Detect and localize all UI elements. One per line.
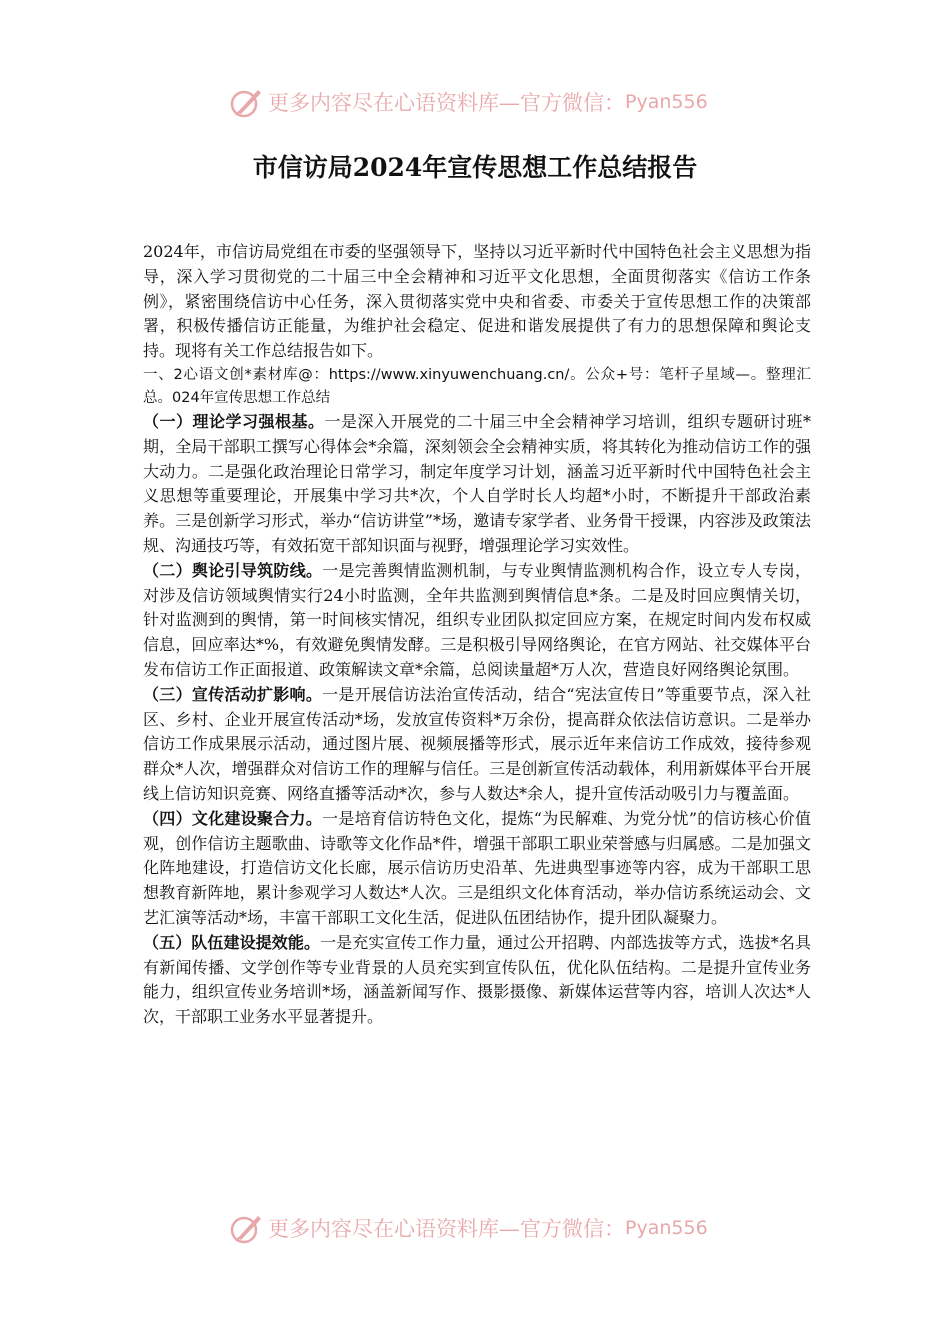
watermark-handle: Pyan556 [625,1217,708,1239]
document-title: 市信访局2024年宣传思想工作总结报告 [252,153,698,182]
section-heading: （一）理论学习强根基。 [143,411,325,431]
section-paragraph [143,410,811,559]
section-paragraph [143,807,811,931]
section-text: 一是充实宣传工作力量，通过公开招聘、内部选拔等方式，选拔*名具有新闻传播、文学创作等专业背景的人员充实到宣传队伍，优化队伍结构。二是提升宣传业务能力，组织宣传业务培训*场，涵盖新闻写作、摄影摄像、新媒体运营等内容，培训人次达*人次，干部职工业务水平显著提升。 [143,932,811,1027]
section-heading: （五）队伍建设提效能。 [143,932,321,952]
document-body [143,240,811,1030]
section-text: 一是培育信访特色文化，提炼“为民解难、为党分忧”的信访核心价值观，创作信访主题歌曲、诗歌等文化作品*件，增强干部职工职业荣誉感与归属感。二是加强文化阵地建设，打造信访文化长廊，展示信访历史沿革、先进典型事迹等内容，成为干部职工思想教育新阵地，累计参观学习人数达*人次。三是组织文化体育活动，举办信访系统运动会、文艺汇演等活动*场，丰富干部职工文化生活，促进队伍团结协作，提升团队凝聚力。 [143,808,811,927]
quill-pen-logo-icon [228,84,264,120]
section-paragraph [143,559,811,683]
section-heading: （四）文化建设聚合力。 [143,808,323,828]
top-watermark-banner [228,82,708,122]
intro-paragraph: 2024年，市信访局党组在市委的坚强领导下，坚持以习近平新时代中国特色社会主义思想为指导，深入学习贯彻党的二十届三中全会精神和习近平文化思想，全面贯彻落实《信访工作条例》，紧密围绕信访中心任务，深入贯彻落实党中央和省委、市委关于宣传思想工作的决策部署，积极传播信访正能量，为维护社会稳定、促进和谐发展提供了有力的思想保障和舆论支持。现将有关工作总结报告如下。 [143,242,811,361]
section-text: 一是完善舆情监测机制，与专业舆情监测机构合作，设立专人专岗，对涉及信访领域舆情实行24小时监测，全年共监测到舆情信息*条。二是及时回应舆情关切，针对监测到的舆情，第一时间核实情况，组织专业团队拟定回应方案，在规定时间内发布权威信息，回应率达*%，有效避免舆情发酵。三是积极引导网络舆论，在官方网站、社交媒体平台发布信访工作正面报道、政策解读文章*余篇，总阅读量超*万人次，营造良好网络舆论氛围。 [143,560,811,679]
section-heading: （二）舆论引导筑防线。 [143,560,323,580]
section-heading: （三）宣传活动扩影响。 [143,684,323,704]
watermark-handle: Pyan556 [625,91,708,113]
watermark-text: 更多内容尽在心语资料库—官方微信： [268,91,625,115]
quill-pen-logo-icon [228,1210,264,1246]
section-text: 一是开展信访法治宣传活动，结合“宪法宣传日”等重要节点，深入社区、乡村、企业开展宣传活动*场，发放宣传资料*万余份，提高群众依法信访意识。二是举办信访工作成果展示活动，通过图片展、视频展播等形式，展示近年来信访工作成效，接待参观群众*人次，增强群众对信访工作的理解与信任。三是创新宣传活动载体，利用新媒体平台开展线上信访知识竞赛、网络直播等活动*次，参与人数达*余人，提升宣传活动吸引力与覆盖面。 [143,684,811,803]
bottom-watermark-banner [228,1208,708,1248]
section-text: 一是深入开展党的二十届三中全会精神学习培训，组织专题研讨班*期，全局干部职工撰写心得体会*余篇，深刻领会全会精神实质，将其转化为推动信访工作的强大动力。二是强化政治理论日常学习，制定年度学习计划，涵盖习近平新时代中国特色社会主义思想等重要理论，开展集中学习共*次，个人自学时长人均超*小时，不断提升干部政治素养。三是创新学习形式，举办“信访讲堂”*场，邀请专家学者、业务骨干授课，内容涉及政策法规、沟通技巧等，有效拓宽干部知识面与视野，增强理论学习实效性。 [143,411,811,555]
watermark-text: 更多内容尽在心语资料库—官方微信： [268,1217,625,1241]
section-paragraph [143,931,811,1030]
section-paragraph [143,683,811,807]
source-note: 一、2心语文创*素材库@：https://www.xinyuwenchuang.cn/。公众+号：笔杆子星域—。整理汇总。024年宣传思想工作总结 [143,366,811,406]
